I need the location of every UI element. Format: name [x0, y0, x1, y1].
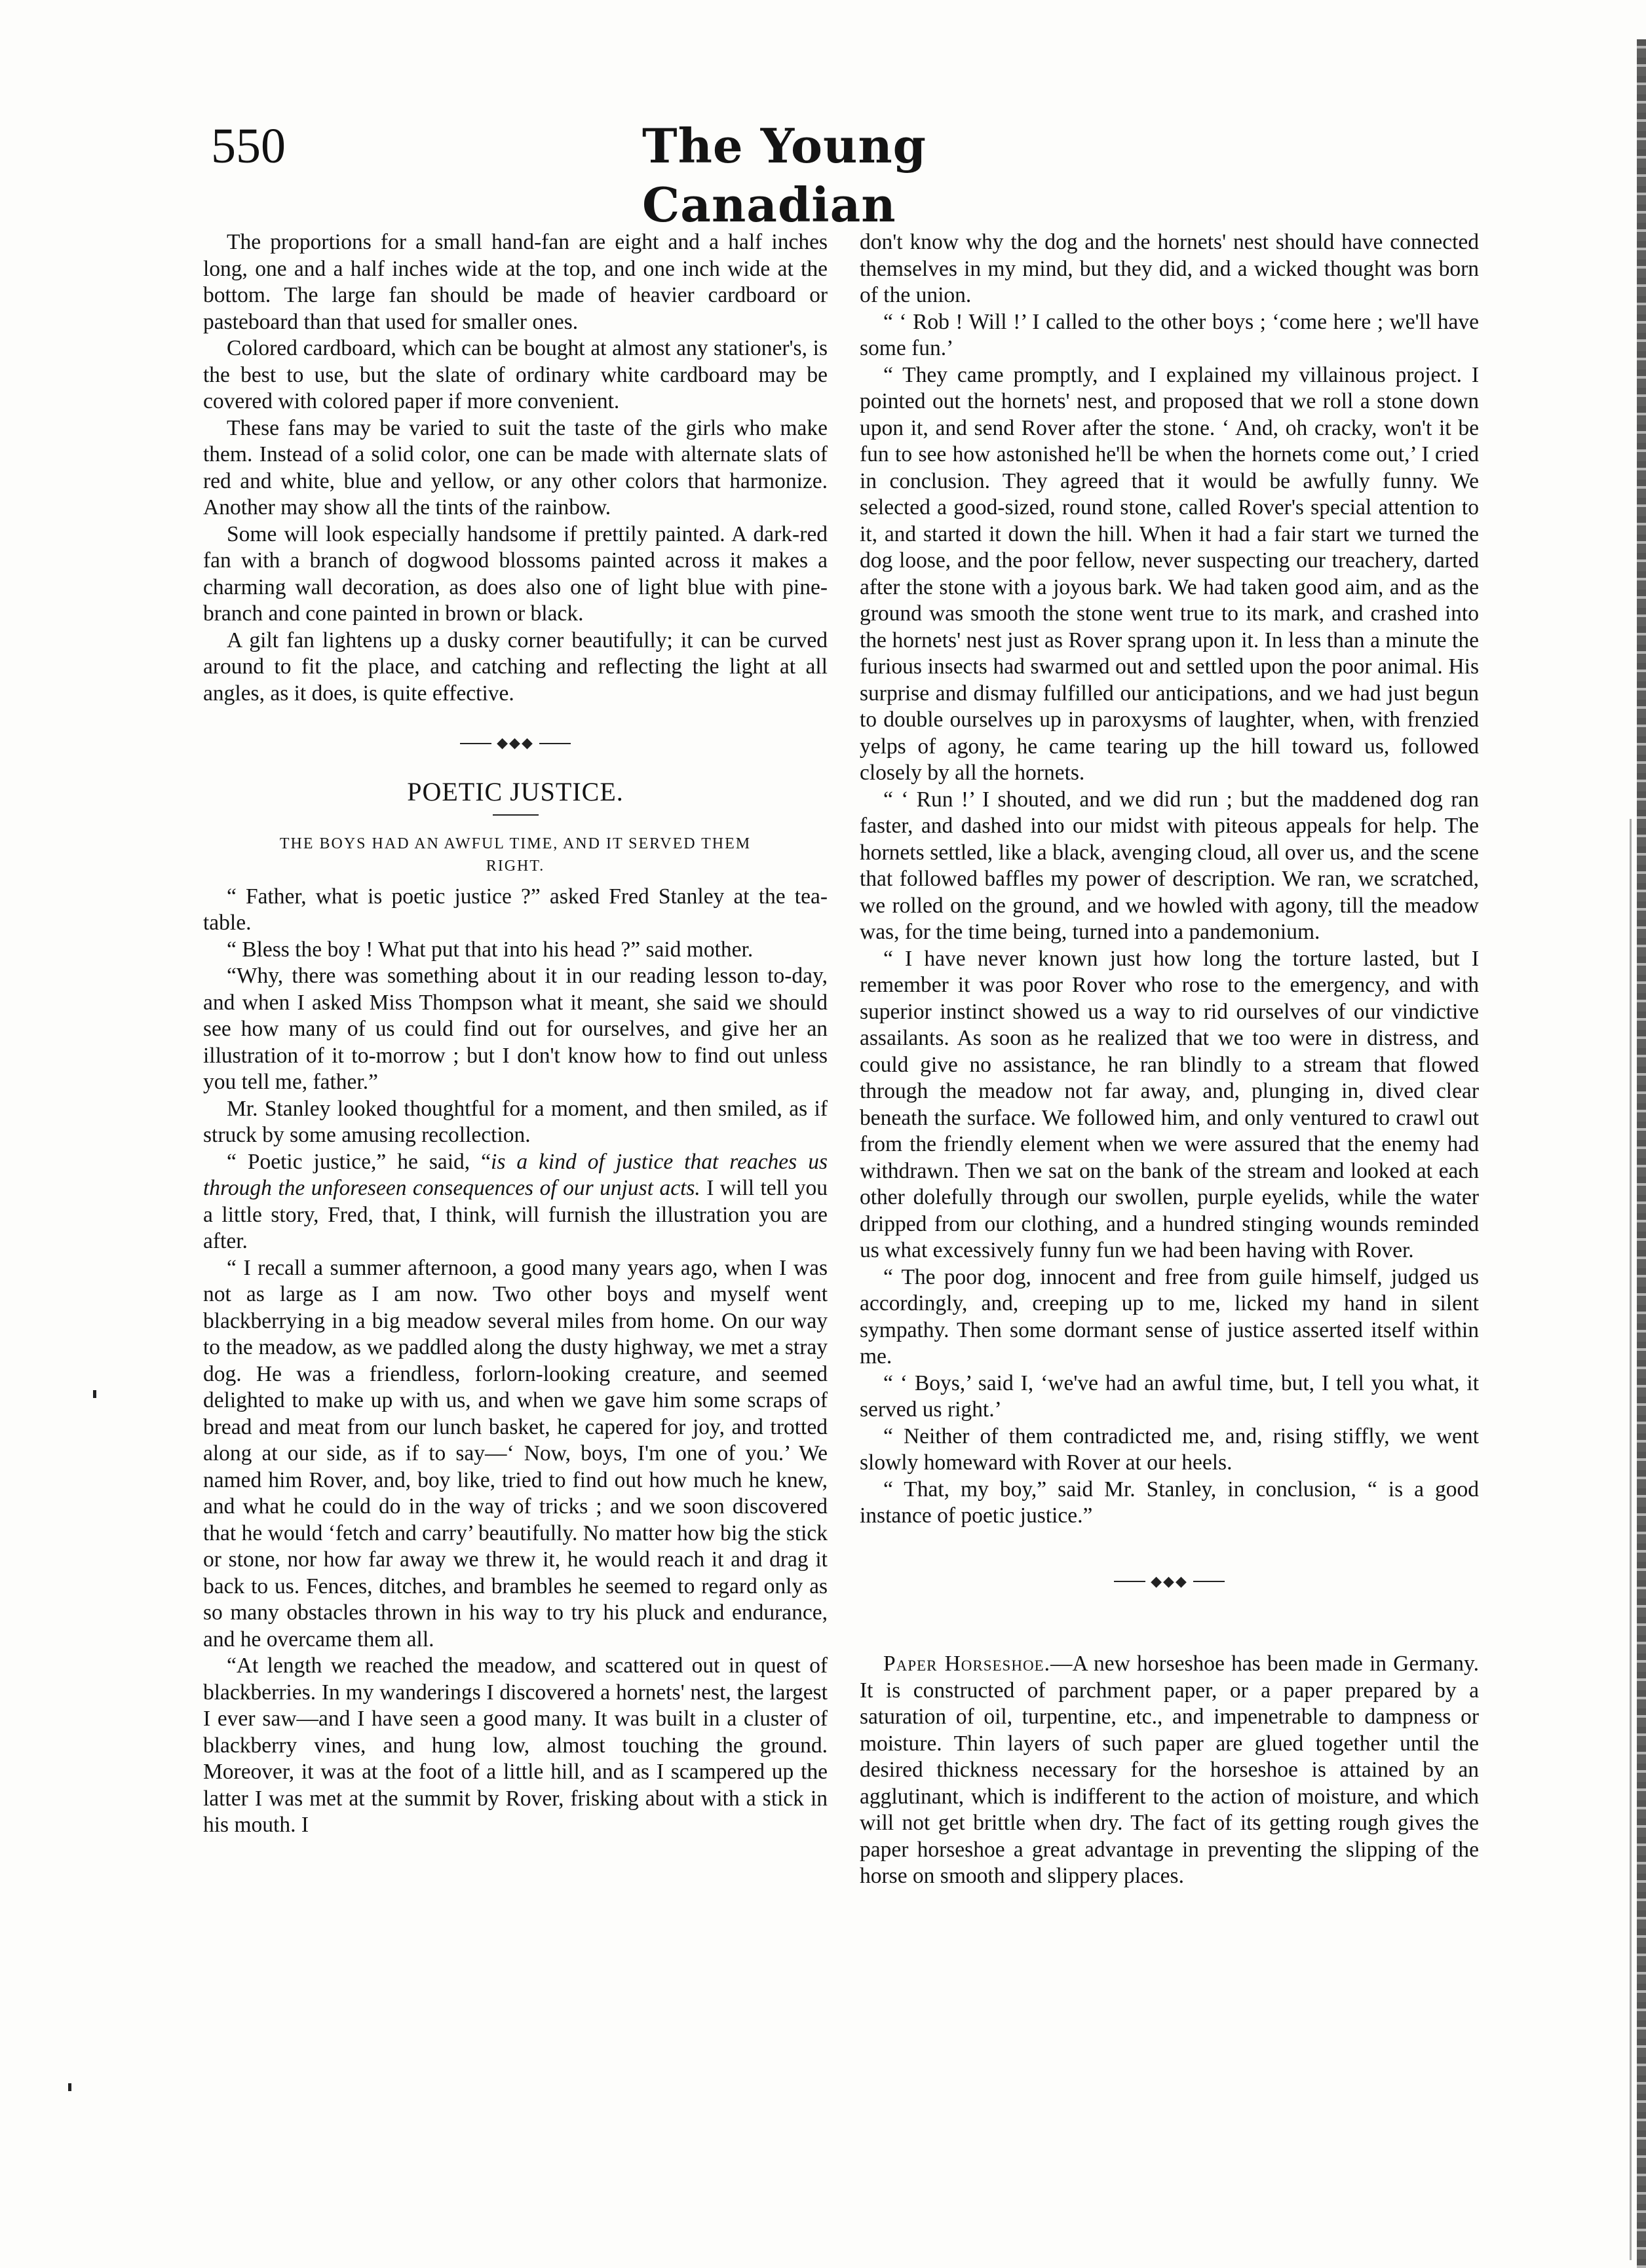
left-column	[203, 229, 828, 1839]
diamond-ornament-icon: ◆◆◆	[1151, 1572, 1188, 1589]
story-paragraph: “ They came promptly, and I explained my villainous project. I pointed out the hornets' nest, and proposed that we roll a stone down upon it, and send Rover after the stone. ‘ And, oh cracky, won't it be fun to see how astonished he'll be when the hornets come out,’ I cried in conclusion. They agreed that it would be awfully funny. We selected a good-sized, round stone, called Rover's special attention to it, and started it down the hill. When it had a fair start we turned the dog loose, and the poor fellow, never suspecting our treachery, darted after the stone with a joyous bark. We had taken good aim, and as the ground was smooth the stone went true to its mark, and crashed into the hornets' nest just as Rover sprang upon it. In less than a minute the furious insects had swarmed out and settled upon the poor animal. His surprise and dismay fulfilled our anticipations, and we had just begun to double ourselves up in paroxysms of laughter, when, with frenzied yelps of agony, he came tearing up the hill toward us, followed closely by all the hornets.	[860, 362, 1479, 785]
fan-paragraph: Some will look especially handsome if prettily painted. A dark-red fan with a branch of dogwood blossoms painted across it makes a charming wall decoration, as does also one of light blue with pine-branch and cone painted in brown or black.	[203, 521, 828, 626]
story-paragraph: “ ‘ Boys,’ said I, ‘we've had an awful time, but, I tell you what, it served us right.’	[860, 1370, 1479, 1422]
diamond-ornament-icon: ◆◆◆	[497, 734, 534, 751]
definition-italic: is a kind of justice that reaches us through the unforeseen consequences of our unjust acts.	[203, 1149, 828, 1201]
story-paragraph: don't know why the dog and the hornets' nest should have connected themselves in my mind, but they did, and a wicked thought was born of the union.	[860, 230, 1479, 307]
story-paragraph: “ ‘ Run !’ I shouted, and we did run ; but the maddened dog ran faster, and dashed into our midst with piteous appeals for help. The hornets settled, like a black, avenging cloud, all over us, and the scene that followed baffles my power of description. We ran, we scratched, we rolled on the ground, and we howled with agony, till the meadow was, for the time being, turned into a pandemonium.	[860, 787, 1479, 944]
story-paragraph: “ Bless the boy ! What put that into his head ?” said mother.	[227, 937, 754, 962]
margin-speck	[93, 1390, 96, 1398]
right-column	[860, 229, 1479, 1890]
page-number: 550	[211, 119, 286, 174]
story-subtitle: THE BOYS HAD AN AWFUL TIME, AND IT SERVED THEM RIGHT.	[279, 835, 752, 875]
story-paragraph: “ ‘ Rob ! Will !’ I called to the other boys ; ‘come here ; we'll have some fun.’	[860, 309, 1479, 360]
story-paragraph: “ That, my boy,” said Mr. Stanley, in conclusion, “ is a good instance of poetic justice.”	[860, 1477, 1479, 1528]
story-paragraph	[203, 1149, 828, 1255]
title-underline	[493, 814, 539, 816]
fan-paragraph: These fans may be varied to suit the taste of the girls who make them. Instead of a solid color, one can be made with alternate slats of red and white, blue and yellow, or any other colors that harmonize. Another may show all the tints of the rainbow.	[203, 415, 828, 520]
story-paragraph: “Why, there was something about it in our reading lesson to-day, and when I asked Miss Thompson what it meant, she said we should see how many of us could find out for ourselves, and give her an illustration of it to-morrow ; but I don't know how to find out unless you tell me, father.”	[203, 964, 828, 1095]
margin-speck	[68, 2083, 71, 2091]
story-paragraph: Mr. Stanley looked thoughtful for a moment, and then smiled, as if struck by some amusing recollection.	[203, 1096, 828, 1148]
quote-lead: “ Poetic justice,” he said, “	[227, 1149, 491, 1174]
story-paragraph: “At length we reached the meadow, and scattered out in quest of blackberries. In my wanderings I discovered a hornets' nest, the largest I ever saw—and I have seen a good many. It was built in a cluster of blackberry vines, and hung low, almost touching the ground. Moreover, it was at the foot of a little hill, and as I scampered up the latter I was met at the summit by Rover, frisking about with a stick in his mouth. I	[203, 1654, 828, 1838]
story-paragraph: “ I have never known just how long the torture lasted, but I remember it was poor Rover who rose to the emergency, and with superior instinct showed us a way to rid ourselves of our vindictive assailants. As soon as he realized that we too were in distress, and could give no assistance, he ran blindly to a stream that flowed through the meadow not far away, and, plunging in, dived clear beneath the surface. We followed him, and only ventured to crawl out from the friendly element when we were assured that the enemy had withdrawn. Then we sat on the bank of the stream and looked at each other dolefully through our swollen, purple eyelids, while the water dripped from our clothing, and a hundred stinging wounds reminded us what excessively funny fun we had been having with Rover.	[860, 946, 1479, 1262]
fan-paragraph: Colored cardboard, which can be bought at almost any stationer's, is the best to use, but the slate of ordinary white cardboard may be covered with colored paper if more convenient.	[203, 336, 828, 413]
story-paragraph: “ The poor dog, innocent and free from guile himself, judged us accordingly, and, creeping up to me, licked my hand in silent sympathy. Then some dormant sense of justice asserted itself within me.	[860, 1264, 1479, 1369]
story-paragraph: “ Father, what is poetic justice ?” asked Fred Stanley at the tea-table.	[203, 884, 828, 936]
quote-tail: I will tell you a little story, Fred, that, I think, will furnish the illustration you are after.	[203, 1176, 828, 1254]
section-divider	[203, 729, 828, 757]
horseshoe-paragraph	[860, 1651, 1479, 1890]
page-edge-shadow	[1637, 39, 1646, 2268]
story-paragraph: “ Neither of them contradicted me, and, rising stiffly, we went slowly homeward with Rover at our heels.	[860, 1424, 1479, 1475]
horseshoe-heading: Paper Horseshoe.	[883, 1652, 1050, 1676]
magazine-title: The Young Canadian	[642, 118, 927, 233]
fan-paragraph: The proportions for a small hand-fan are eight and a half inches long, one and a half inches wide at the top, and one inch wide at the bottom. The large fan should be made of heavier cardboard or pasteboard than that used for smaller ones.	[203, 230, 828, 334]
story-paragraph: “ I recall a summer afternoon, a good many years ago, when I was not as large as I am now. Two other boys and myself went blackberrying in a big meadow several miles from home. On our way to the meadow, as we paddled along the dusty highway, we met a stray dog. He was a friendless, forlorn-looking creature, and seemed delighted to make up with us, and when we gave him some scraps of bread and meat from our lunch basket, he capered for joy, and trotted along at our side, as if to say—‘ Now, boys, I'm one of you.’ We named him Rover, and, boy like, tried to find out how much he knew, and what he could do in the way of tricks ; and we soon discovered that he would ‘fetch and carry’ beautifully. No matter how big the stick or stone, nor how far away we threw it, he would reach it and drag it back to us. Fences, ditches, and brambles he seemed to regard only as so many obstacles thrown in his way to try his pluck and endurance, and he overcame them all.	[203, 1255, 828, 1652]
fan-paragraph: A gilt fan lightens up a dusky corner beautifully; it can be curved around to fit the place, and catching and reflecting the light at all angles, as it does, is quite effective.	[203, 628, 828, 706]
page-edge-line	[1630, 819, 1632, 2260]
section-divider	[860, 1568, 1479, 1595]
horseshoe-text: —A new horseshoe has been made in Germany. It is constructed of parchment paper, or a paper prepared by a saturation of oil, turpentine, etc., and impenetrable to dampness or moisture. Thin layers of such paper are glued together until the desired thickness necessary for the horseshoe is attained by an agglutinant, which is indifferent to the action of moisture, and which will not get brittle when dry. The fact of its getting rough gives the paper horseshoe a great advantage in preventing the slipping of the horse on smooth and slippery places.	[860, 1652, 1480, 1889]
story-title: POETIC JUSTICE.	[407, 776, 624, 806]
